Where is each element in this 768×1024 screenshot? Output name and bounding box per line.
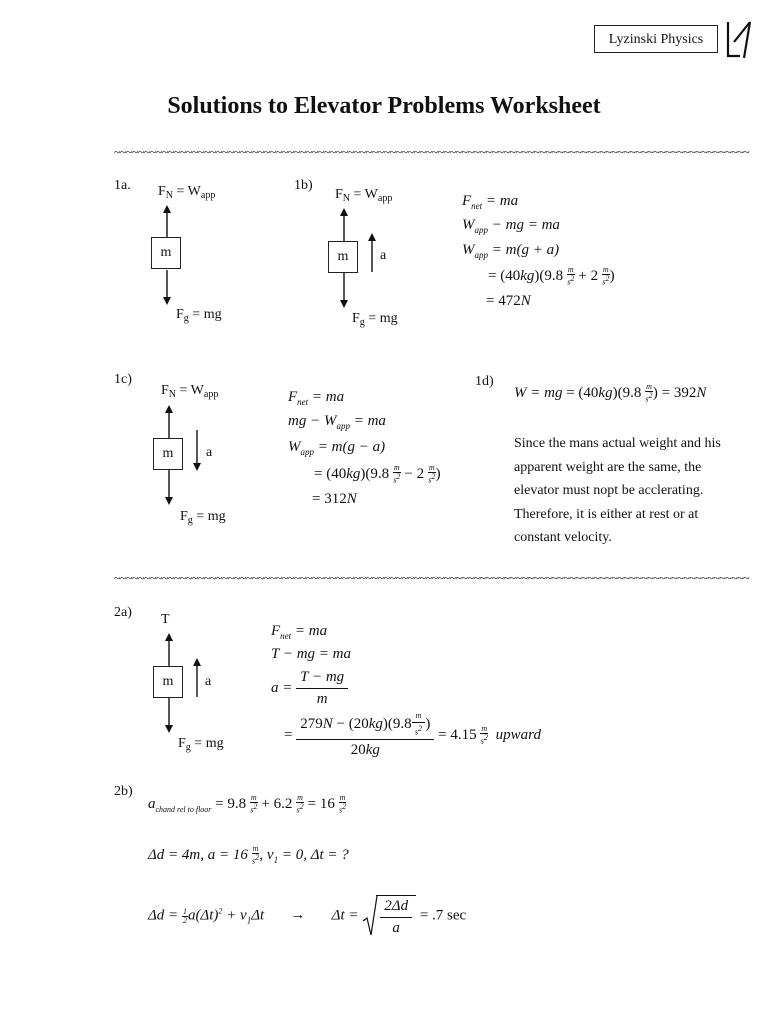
gravity-force-label-1b: $F_g$ = mg [352,311,398,328]
equation-1b-3: $W_{app} = m(g + a)$ [462,242,560,260]
divider-middle: ~~~~~~~~~~~~~~~~~~~~~~~~~~~~~~~~~~~~~~~~~~~~~~~~~~~~~~~~~~~~~~~~~~~~~~~~~~~~~~~~~~~~~~~~~~~~~~~~~~~~~~~~~~ [114,571,750,585]
equation-2a-2: T − mg = ma [271,646,351,662]
course-badge: Lyzinski Physics [594,25,718,53]
explanation-line: Therefore, it is either at rest or at [514,506,699,522]
normal-force-label-1b: $F_N = W_{app}$ [335,187,393,204]
radical-sign-icon [362,895,378,937]
mass-box-1b: m [328,241,358,273]
problem-label-1b: 1b) [294,178,313,193]
acceleration-arrow-up-1b [365,232,379,274]
equation-2b-2: Δd = 4m, a = 16 $\frac{m}{s^2}$ , $v_1 = 0$, Δt = ? [148,844,349,866]
equation-2a-1: $F_{net}$ = ma [271,623,328,641]
square-root: $\frac{2\Delta d}{a}$ [362,895,416,937]
equation-1c-1: $F_{net}$ = ma [288,389,345,407]
acceleration-label-2a: a [205,674,212,689]
mass-box-2a: m [153,666,183,698]
equation-1c-3: $W_{app} = m(g - a)$ [288,439,386,457]
explanation-line: Since the mans actual weight and his [514,436,721,451]
equation-1c-5: = 312N [312,491,357,507]
equation-2a-4: = 279N − (20kg)(9.8 $\frac{m}{s^2}$ ) 20kg = 4.15 $\frac{m}{s^2}$ upward [284,711,541,758]
problem-label-1a: 1a. [114,178,131,193]
acceleration-arrow-up-2a [190,657,204,699]
normal-force-label-1a: $F_N = W_{app}$ [158,184,216,201]
equation-1b-2: $W_{app}$ − mg = ma [462,217,560,235]
acceleration-label-1c: a [206,445,213,460]
equation-2b-3: Δd = $\frac{1}{2}$ $a(\Delta t)^2 + v_1\Delta t \to \Delta t$ = $\frac{2\Delta d}{a}$ = .7 sec [148,895,466,937]
page-title: Solutions to Elevator Problems Worksheet [167,93,601,119]
explanation-line: elevator must nopt be acclerating. [514,483,704,498]
equation-1c-2: mg − $W_{app}$ = ma [288,413,386,431]
equation-1b-1: $F_{net}$ = ma [462,193,519,211]
logo-icon [724,18,754,62]
problem-label-2a: 2a) [114,605,132,620]
explanation-line: constant velocity. [514,530,612,545]
equation-1d: W = mg = (40kg)(9.8 $\frac{m}{s^2}$ ) = 392N [514,382,707,404]
equation-2a-3: a = $\frac{T - mg}{m}$ [271,669,348,708]
equation-1c-4: = (40kg)(9.8 $\frac{m}{s^2}$ − 2 $\frac{m}{s^2}$ ) [314,463,441,485]
normal-force-label-1c: $F_N = W_{app}$ [161,383,219,400]
tension-label-2a: T [161,612,170,627]
gravity-force-label-1a: $F_g$ = mg [176,307,222,324]
acceleration-arrow-down-1c [190,428,204,472]
mass-box-1a: m [151,237,181,269]
equation-2b-1: $a_{chand rel to floor} = 9.8$ $\frac{m}{s^2}$ + 6.2 $\frac{m}{s^2}$ = 16 $\frac{m}{s^2}$ [148,793,347,815]
gravity-force-label-1c: $F_g$ = mg [180,509,226,526]
equation-1b-4: = (40kg)(9.8 $\frac{m}{s^2}$ + 2 $\frac{m}{s^2}$ ) [488,265,615,287]
gravity-force-label-2a: $F_g$ = mg [178,736,224,753]
divider-top: ~~~~~~~~~~~~~~~~~~~~~~~~~~~~~~~~~~~~~~~~~~~~~~~~~~~~~~~~~~~~~~~~~~~~~~~~~~~~~~~~~~~~~~~~~~~~~~~~~~~~~~~~~~ [114,145,750,159]
explanation-1d [514,432,750,550]
equation-1b-5: = 472N [486,293,531,309]
problem-label-1d: 1d) [475,374,494,389]
explanation-line: apparent weight are the same, the [514,459,702,475]
problem-label-1c: 1c) [114,372,132,387]
problem-label-2b: 2b) [114,784,133,799]
acceleration-label-1b: a [380,248,387,263]
mass-box-1c: m [153,438,183,470]
